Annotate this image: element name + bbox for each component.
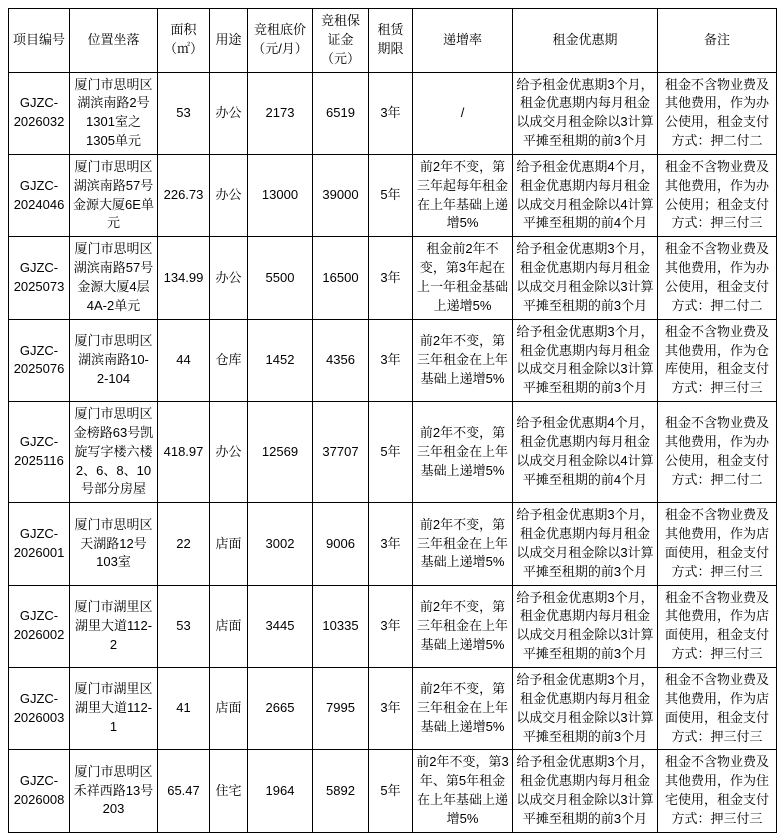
rental-listings-table: [8, 8, 777, 833]
cell-use: 店面: [210, 503, 248, 585]
cell-use: 店面: [210, 585, 248, 667]
cell-location: 厦门市思明区湖滨南路57号金源大厦6E单元: [70, 154, 158, 236]
column-header-escalation: 递增率: [413, 9, 513, 73]
cell-deposit: 10335: [313, 585, 369, 667]
cell-term: 3年: [369, 503, 413, 585]
cell-discount: 给予租金优惠期3个月，租金优惠期内每月租金以成交月租金除以3计算平摊至租期的前3个月: [513, 72, 658, 154]
cell-deposit: 16500: [313, 237, 369, 319]
cell-term: 3年: [369, 668, 413, 750]
column-header-notes: 备注: [658, 9, 777, 73]
cell-base-rent: 2665: [248, 668, 313, 750]
cell-project-id: GJZC-2025116: [9, 402, 70, 503]
cell-term: 5年: [369, 402, 413, 503]
cell-project-id: GJZC-2024046: [9, 154, 70, 236]
cell-escalation: 租金前2年不变，第3年起在上一年租金基础上递增5%: [413, 237, 513, 319]
cell-notes: 租金不含物业费及其他费用，作为办公使用；租金支付方式：押三付三: [658, 154, 777, 236]
cell-deposit: 5892: [313, 750, 369, 832]
cell-location: 厦门市思明区金榜路63号凯旋写字楼六楼2、6、8、10号部分房屋: [70, 402, 158, 503]
cell-escalation: /: [413, 72, 513, 154]
cell-deposit: 37707: [313, 402, 369, 503]
cell-term: 3年: [369, 585, 413, 667]
cell-project-id: GJZC-2026003: [9, 668, 70, 750]
cell-project-id: GJZC-2025073: [9, 237, 70, 319]
cell-base-rent: 1964: [248, 750, 313, 832]
table-body: [9, 72, 777, 832]
cell-area: 53: [158, 72, 210, 154]
cell-use: 办公: [210, 402, 248, 503]
cell-discount: 给予租金优惠期3个月，租金优惠期内每月租金以成交月租金除以3计算平摊至租期的前3个月: [513, 237, 658, 319]
cell-escalation: 前2年不变，第三年起每年租金在上年基础上递增5%: [413, 154, 513, 236]
cell-project-id: GJZC-2026002: [9, 585, 70, 667]
column-header-area: 面积（㎡）: [158, 9, 210, 73]
cell-location: 厦门市湖里区湖里大道112-1: [70, 668, 158, 750]
cell-deposit: 7995: [313, 668, 369, 750]
cell-location: 厦门市思明区湖滨南路10-2-104: [70, 319, 158, 401]
cell-term: 5年: [369, 154, 413, 236]
column-header-term: 租赁期限: [369, 9, 413, 73]
table-row: [9, 503, 777, 585]
cell-escalation: 前2年不变，第三年租金在上年基础上递增5%: [413, 585, 513, 667]
header-row: [9, 9, 777, 73]
cell-location: 厦门市思明区湖滨南路57号金源大厦4层4A-2单元: [70, 237, 158, 319]
cell-notes: 租金不含物业费及其他费用，作为店面使用，租金支付方式：押三付三: [658, 585, 777, 667]
cell-base-rent: 2173: [248, 72, 313, 154]
cell-project-id: GJZC-2026001: [9, 503, 70, 585]
table-header: [9, 9, 777, 73]
cell-location: 厦门市思明区湖滨南路2号1301室之1305单元: [70, 72, 158, 154]
cell-term: 5年: [369, 750, 413, 832]
cell-escalation: 前2年不变，第三年租金在上年基础上递增5%: [413, 503, 513, 585]
cell-deposit: 6519: [313, 72, 369, 154]
cell-area: 226.73: [158, 154, 210, 236]
cell-base-rent: 3002: [248, 503, 313, 585]
cell-discount: 给予租金优惠期3个月，租金优惠期内每月租金以成交月租金除以3计算平摊至租期的前3个月: [513, 750, 658, 832]
cell-notes: 租金不含物业费及其他费用，作为办公使用，租金支付方式：押二付二: [658, 237, 777, 319]
cell-discount: 给予租金优惠期4个月，租金优惠期内每月租金以成交月租金除以4计算平摊至租期的前4个月: [513, 402, 658, 503]
cell-discount: 给予租金优惠期3个月，租金优惠期内每月租金以成交月租金除以3计算平摊至租期的前3个月: [513, 503, 658, 585]
cell-notes: 租金不含物业费及其他费用，作为店面使用，租金支付方式：押三付三: [658, 503, 777, 585]
table-row: [9, 237, 777, 319]
cell-term: 3年: [369, 72, 413, 154]
cell-base-rent: 1452: [248, 319, 313, 401]
cell-discount: 给予租金优惠期3个月，租金优惠期内每月租金以成交月租金除以3计算平摊至租期的前3个月: [513, 668, 658, 750]
cell-area: 418.97: [158, 402, 210, 503]
cell-discount: 给予租金优惠期3个月，租金优惠期内每月租金以成交月租金除以3计算平摊至租期的前3个月: [513, 585, 658, 667]
table-row: [9, 72, 777, 154]
column-header-discount: 租金优惠期: [513, 9, 658, 73]
cell-notes: 租金不含物业费及其他费用，作为仓库使用，租金支付方式：押三付三: [658, 319, 777, 401]
cell-notes: 租金不含物业费及其他费用，作为店面使用，租金支付方式：押三付三: [658, 668, 777, 750]
cell-project-id: GJZC-2025076: [9, 319, 70, 401]
cell-base-rent: 5500: [248, 237, 313, 319]
cell-term: 3年: [369, 237, 413, 319]
column-header-base-rent: 竞租底价（元/月）: [248, 9, 313, 73]
cell-deposit: 39000: [313, 154, 369, 236]
cell-area: 22: [158, 503, 210, 585]
table-row: [9, 668, 777, 750]
cell-use: 店面: [210, 668, 248, 750]
cell-area: 134.99: [158, 237, 210, 319]
column-header-use: 用途: [210, 9, 248, 73]
column-header-location: 位置坐落: [70, 9, 158, 73]
cell-base-rent: 3445: [248, 585, 313, 667]
cell-project-id: GJZC-2026008: [9, 750, 70, 832]
cell-area: 44: [158, 319, 210, 401]
cell-location: 厦门市思明区天湖路12号103室: [70, 503, 158, 585]
cell-deposit: 9006: [313, 503, 369, 585]
column-header-project-id: 项目编号: [9, 9, 70, 73]
cell-area: 53: [158, 585, 210, 667]
cell-use: 办公: [210, 154, 248, 236]
cell-location: 厦门市湖里区湖里大道112-2: [70, 585, 158, 667]
cell-escalation: 前2年不变，第三年租金在上年基础上递增5%: [413, 402, 513, 503]
cell-notes: 租金不含物业费及其他费用，作为办公使用，租金支付方式：押二付二: [658, 72, 777, 154]
cell-base-rent: 13000: [248, 154, 313, 236]
cell-project-id: GJZC-2026032: [9, 72, 70, 154]
cell-discount: 给予租金优惠期3个月，租金优惠期内每月租金以成交月租金除以3计算平摊至租期的前3个月: [513, 319, 658, 401]
cell-notes: 租金不含物业费及其他费用，作为办公使用，租金支付方式：押二付二: [658, 402, 777, 503]
cell-base-rent: 12569: [248, 402, 313, 503]
cell-area: 41: [158, 668, 210, 750]
cell-use: 住宅: [210, 750, 248, 832]
table-row: [9, 154, 777, 236]
column-header-deposit: 竞租保证金（元）: [313, 9, 369, 73]
cell-escalation: 前2年不变，第三年租金在上年基础上递增5%: [413, 668, 513, 750]
cell-deposit: 4356: [313, 319, 369, 401]
cell-use: 仓库: [210, 319, 248, 401]
cell-area: 65.47: [158, 750, 210, 832]
cell-location: 厦门市思明区禾祥西路13号203: [70, 750, 158, 832]
cell-use: 办公: [210, 237, 248, 319]
cell-discount: 给予租金优惠期4个月，租金优惠期内每月租金以成交月租金除以4计算平摊至租期的前4个月: [513, 154, 658, 236]
table-row: [9, 319, 777, 401]
table-row: [9, 402, 777, 503]
table-row: [9, 750, 777, 832]
cell-use: 办公: [210, 72, 248, 154]
cell-term: 3年: [369, 319, 413, 401]
cell-notes: 租金不含物业费及其他费用，作为住宅使用，租金支付方式：押三付三: [658, 750, 777, 832]
table-row: [9, 585, 777, 667]
cell-escalation: 前2年不变，第三年租金在上年基础上递增5%: [413, 319, 513, 401]
cell-escalation: 前2年不变，第3年、第5年租金在上年基础上递增5%: [413, 750, 513, 832]
